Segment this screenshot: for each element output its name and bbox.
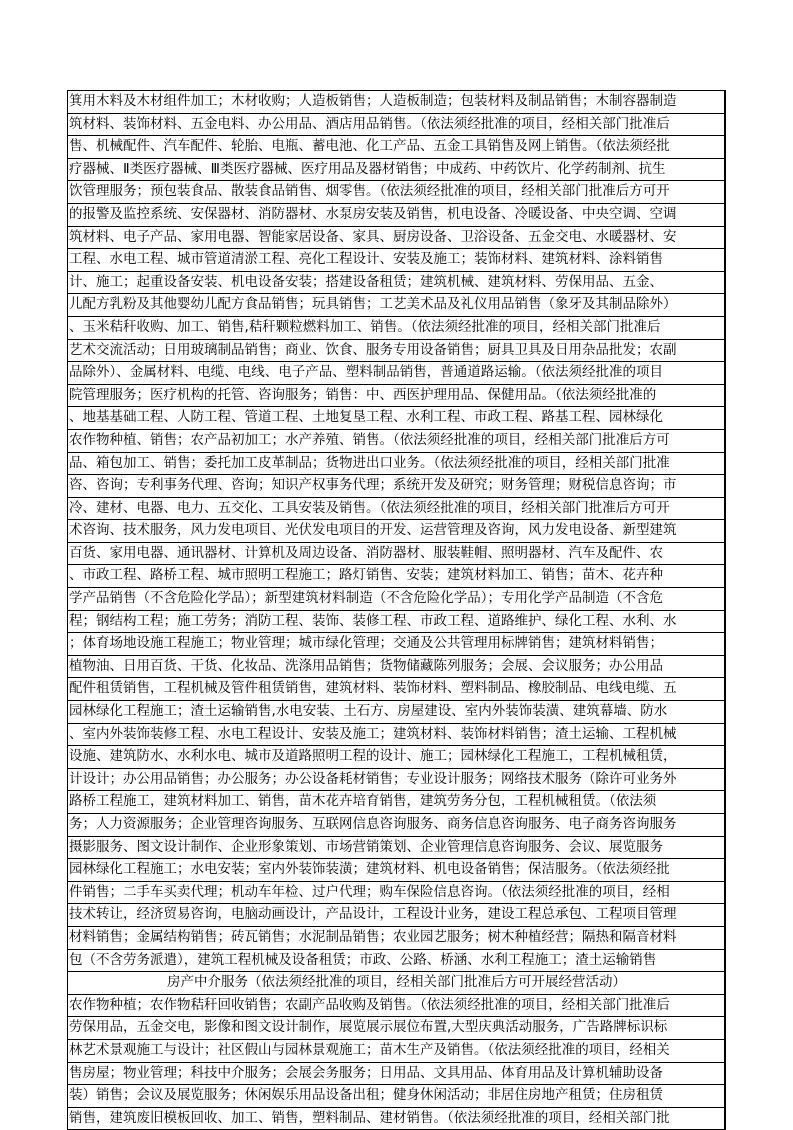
table-row: ；体育场地设施工程施工；物业管理；城市绿化管理；交通及公共管理用标牌销售；建筑材料销售； xyxy=(68,633,724,656)
table-row: 计设计；办公用品销售；办公服务；办公设备耗材销售；专业设计服务；网络技术服务（除许可业务外 xyxy=(68,769,724,792)
table-row: 设施、建筑防水、水利水电、城市及道路照明工程的设计、施工；园林绿化工程施工，工程机械租赁， xyxy=(68,746,724,769)
table-row: 农作物种植、销售；农产品初加工；水产养殖、销售。（依法须经批准的项目，经相关部门批准后方可 xyxy=(68,430,724,453)
table-row: 筑材料、装饰材料、五金电料、办公用品、酒店用品销售。（依法须经批准的项目，经相关部门批准后 xyxy=(68,114,724,137)
table-row: 售、机械配件、汽车配件、轮胎、电瓶、蓄电池、化工产品、五金工具销售及网上销售。（依法须经批 xyxy=(68,136,724,159)
table-row: 装）销售；会议及展览服务；休闲娱乐用品设备出租；健身休闲活动；非居住房地产租赁；住房租赁 xyxy=(68,1085,724,1108)
table-row: 技术转让，经济贸易咨询，电脑动画设计，产品设计，工程设计业务，建设工程总承包、工程项目管理 xyxy=(68,904,724,927)
table-row: 摄影服务、图文设计制作、企业形象策划、市场营销策划、企业管理信息咨询服务、会议、展览服务 xyxy=(68,837,724,860)
table-row: 、市政工程、路桥工程、城市照明工程施工；路灯销售、安装；建筑材料加工、销售；苗木、花卉种 xyxy=(68,565,724,588)
table-row: 冷、建材、电器、电力、五交化、工具安装及销售。（依法须经批准的项目，经相关部门批准后方可开 xyxy=(68,498,724,521)
table-row: 筑材料、电子产品、家用电器、智能家居设备、家具、厨房设备、卫浴设备、五金交电、水暖器材、安 xyxy=(68,227,724,250)
table-row: 工程、水电工程、城市管道清淤工程、亮化工程设计、安装及施工；装饰材料、建筑材料、涂料销售 xyxy=(68,249,724,272)
table-row: 箕用木料及木材组件加工；木材收购；人造板销售；人造板制造；包装材料及制品销售；木制容器制造 xyxy=(68,90,724,114)
table-row: 品除外）、金属材料、电缆、电线、电子产品、塑料制品销售，普通道路运输。（依法须经批准的项目 xyxy=(68,362,724,385)
table-row: 儿配方乳粉及其他婴幼儿配方食品销售；玩具销售；工艺美术品及礼仪用品销售（象牙及其制品除外） xyxy=(68,294,724,317)
table-row: 程；钢结构工程；施工劳务；消防工程、装饰、装修工程、市政工程、道路维护、绿化工程、水利、水 xyxy=(68,611,724,634)
table-row: 材料销售；金属结构销售；砖瓦销售；水泥制品销售；农业园艺服务；树木种植经营；隔热和隔音材料 xyxy=(68,927,724,950)
table-row: 计、施工；起重设备安装、机电设备安装；搭建设备租赁；建筑机械、建筑材料、劳保用品、五金、 xyxy=(68,272,724,295)
table-row: 疗器械、Ⅱ类医疗器械、Ⅲ类医疗器械、医疗用品及器材销售；中成药、中药饮片、化学药制剂、抗生 xyxy=(68,159,724,182)
table-row: 件销售；二手车买卖代理；机动车年检、过户代理；购车保险信息咨询。（依法须经批准的项目，经相 xyxy=(68,882,724,905)
table-row: 术咨询、技术服务，风力发电项目、光伏发电项目的开发、运营管理及咨询，风力发电设备、新型建筑 xyxy=(68,520,724,543)
table-row: 林艺术景观施工与设计；社区假山与园林景观施工；苗木生产及销售。（依法须经批准的项目，经相关 xyxy=(68,1040,724,1063)
table-row: 咨、咨询；专利事务代理、咨询；知识产权事务代理；系统开发及研究；财务管理；财税信息咨询；市 xyxy=(68,475,724,498)
table-row: 学产品销售（不含危险化学品）；新型建筑材料制造（不含危险化学品）；专用化学产品制造（不含危 xyxy=(68,588,724,611)
table-row: 劳保用品，五金交电，影像和图文设计制作，展览展示展位布置,大型庆典活动服务，广告路牌标识标 xyxy=(68,1017,724,1040)
table-row: 园林绿化工程施工；渣土运输销售,水电安装、土石方、房屋建设、室内外装饰装潢、建筑幕墙、防水 xyxy=(68,701,724,724)
table-row: 售房屋；物业管理；科技中介服务；会展会务服务；日用品、文具用品、体育用品及计算机辅助设备 xyxy=(68,1063,724,1086)
table-row: 园林绿化工程施工；水电安装；室内外装饰装潢；建筑材料、机电设备销售；保洁服务。（依法须经批 xyxy=(68,859,724,882)
table-row: 路桥工程施工，建筑材料加工、销售，苗木花卉培育销售，建筑劳务分包，工程机械租赁。（依法须 xyxy=(68,791,724,814)
table-row: 配件租赁销售，工程机械及管件租赁销售，建筑材料、装饰材料、塑料制品、橡胶制品、电线电缆、五 xyxy=(68,678,724,701)
table-row: 饮管理服务；预包装食品、散装食品销售、烟零售。（依法须经批准的项目，经相关部门批准后方可开 xyxy=(68,181,724,204)
table-row: 农作物种植；农作物秸秆回收销售；农副产品收购及销售。（依法须经批准的项目，经相关部门批准后 xyxy=(68,995,724,1018)
table-row: 百货、家用电器、通讯器材、计算机及周边设备、消防器材、服装鞋帽、照明器材、汽车及配件、农 xyxy=(68,543,724,566)
table-row: 销售，建筑废旧模板回收、加工、销售，塑料制品、建材销售。（依法须经批准的项目，经相关部门批 xyxy=(68,1108,724,1130)
table-row: 艺术交流活动；日用玻璃制品销售；商业、饮食、服务专用设备销售；厨具卫具及日用杂品批发；农副 xyxy=(68,340,724,363)
table-row: 品、箱包加工、销售；委托加工皮革制品；货物进出口业务。（依法须经批准的项目，经相关部门批准 xyxy=(68,453,724,476)
table-row: 、室内外装饰装修工程、水电工程设计、安装及施工；建筑材料、装饰材料销售；渣土运输、工程机械 xyxy=(68,724,724,747)
table-row: 的报警及监控系统、安保器材、消防器材、水泵房安装及销售，机电设备、冷暖设备、中央空调、空调 xyxy=(68,204,724,227)
table-row: 务；人力资源服务；企业管理咨询服务、互联网信息咨询服务、商务信息咨询服务、电子商务咨询服务 xyxy=(68,814,724,837)
scope-table xyxy=(67,90,726,1130)
table-row: 、玉米秸秆收购、加工、销售,秸秆颗粒燃料加工、销售。（依法须经批准的项目，经相关部门批准后 xyxy=(68,317,724,340)
table-row: 包（不含劳务派遣），建筑工程机械及设备租赁；市政、公路、桥涵、水利工程施工；渣土运输销售 xyxy=(68,950,724,973)
table-row: 、地基基础工程、人防工程、管道工程、土地复垦工程、水利工程、市政工程、路基工程、园林绿化 xyxy=(68,407,724,430)
table-row: 院管理服务；医疗机构的托管、咨询服务；销售：中、西医护理用品、保健用品。（依法须经批准的 xyxy=(68,385,724,408)
table-row: 植物油、日用百货、干货、化妆品、洗涤用品销售；货物储藏陈列服务；会展、会议服务；办公用品 xyxy=(68,656,724,679)
table-row: 房产中介服务（依法须经批准的项目，经相关部门批准后方可开展经营活动） xyxy=(68,972,724,995)
